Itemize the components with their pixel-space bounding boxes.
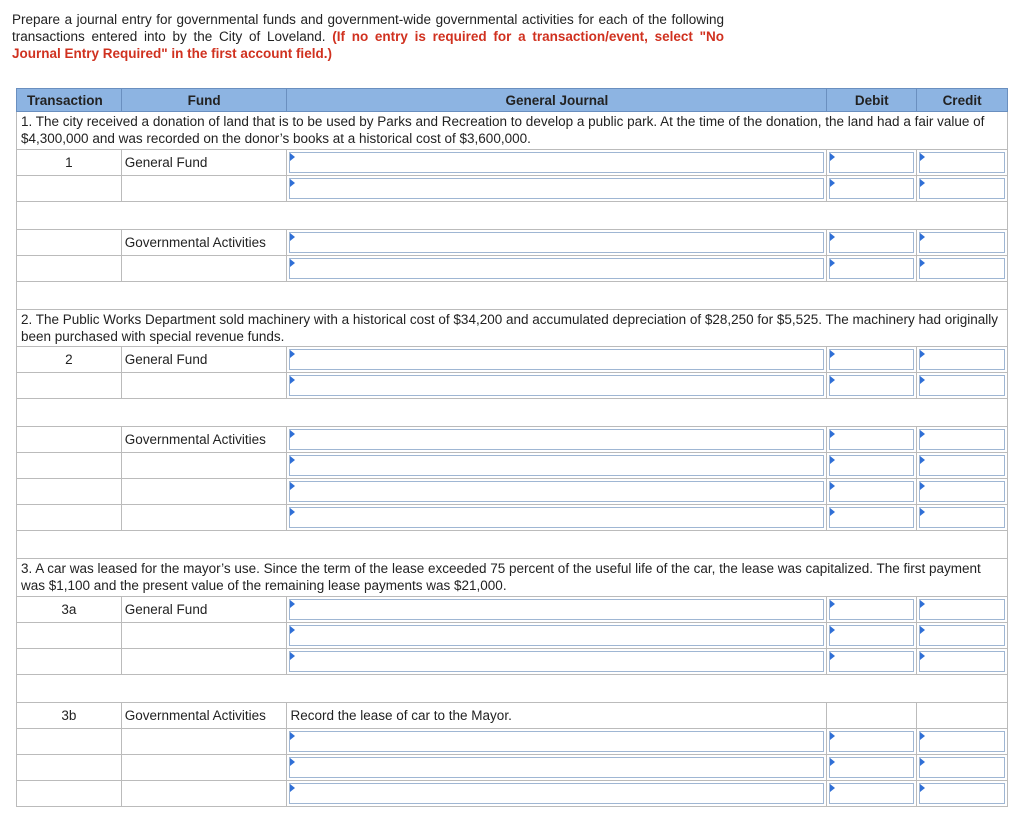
table-row [16, 256, 1008, 282]
credit-input[interactable] [919, 481, 1005, 502]
debit-input[interactable] [829, 507, 914, 528]
credit-input[interactable] [919, 455, 1005, 476]
account-select[interactable] [289, 625, 824, 646]
table-row [16, 755, 1008, 781]
account-select[interactable] [289, 507, 824, 528]
credit-input[interactable] [919, 757, 1005, 778]
header-fund: Fund [122, 89, 288, 111]
credit-input[interactable] [919, 375, 1005, 396]
debit-input[interactable] [829, 731, 914, 752]
account-select[interactable] [289, 232, 824, 253]
debit-input[interactable] [829, 651, 914, 672]
table-row [16, 505, 1008, 531]
account-select[interactable] [289, 258, 824, 279]
table-row [16, 479, 1008, 505]
account-select[interactable] [289, 731, 824, 752]
transaction-number: 1 [17, 150, 122, 175]
credit-input[interactable] [919, 507, 1005, 528]
header-credit: Credit [942, 92, 982, 108]
fund-label: General Fund [122, 597, 288, 622]
transaction-number: 2 [17, 347, 122, 372]
debit-input[interactable] [829, 481, 914, 502]
fund-label: General Fund [122, 150, 288, 175]
credit-input[interactable] [919, 178, 1005, 199]
header-debit: Debit [827, 89, 917, 111]
table-header [16, 88, 1008, 112]
debit-input[interactable] [829, 757, 914, 778]
table-row [16, 597, 1008, 623]
account-select[interactable] [289, 599, 824, 620]
instructions-note: (If no entry is required for a transaction/event, select "No Journal Entry Required" in the first account field.) [12, 29, 724, 61]
account-select[interactable] [289, 455, 824, 476]
credit-input[interactable] [919, 651, 1005, 672]
account-select[interactable] [289, 178, 824, 199]
debit-input[interactable] [829, 625, 914, 646]
spacer-row [16, 531, 1008, 559]
table-row [16, 453, 1008, 479]
table-row [16, 150, 1008, 176]
credit-input[interactable] [919, 599, 1005, 620]
header-general-journal: General Journal [287, 89, 827, 111]
table-row [16, 649, 1008, 675]
credit-input[interactable] [919, 152, 1005, 173]
account-cell [287, 150, 827, 175]
fund-label: General Fund [122, 347, 288, 372]
account-select[interactable] [289, 349, 824, 370]
credit-input[interactable] [919, 429, 1005, 450]
fund-label: Governmental Activities [122, 230, 288, 255]
transaction-number: 3a [17, 597, 122, 622]
credit-cell [917, 150, 1007, 175]
transaction-number: 3b [17, 703, 122, 728]
account-select[interactable] [289, 152, 824, 173]
spacer-row [16, 282, 1008, 310]
table-row [16, 703, 1008, 729]
debit-input[interactable] [829, 152, 914, 173]
spacer-row [16, 399, 1008, 427]
credit-input[interactable] [919, 349, 1005, 370]
account-select[interactable] [289, 651, 824, 672]
debit-input[interactable] [829, 429, 914, 450]
debit-input[interactable] [829, 232, 914, 253]
transaction-1-description: 1. The city received a donation of land that is to be used by Parks and Recreation to develop a public park. At the time of the donation, the land had a fair value of $4,300,000 and was recorded on the donor’s books at a historical cost of $3,600,000. [16, 112, 1008, 150]
credit-input[interactable] [919, 232, 1005, 253]
account-select[interactable] [289, 481, 824, 502]
transaction-3-description: 3. A car was leased for the mayor’s use. Since the term of the lease exceeded 75 percent of the useful life of the car, the lease was capitalized. The first payment was $1,100 and the present value of the remaining lease payments was $21,000. [16, 559, 1008, 597]
debit-input[interactable] [829, 375, 914, 396]
credit-input[interactable] [919, 731, 1005, 752]
transaction-2-description: 2. The Public Works Department sold machinery with a historical cost of $34,200 and accumulated depreciation of $28,250 for $5,525. The machinery had originally been purchased with special revenue funds. [16, 310, 1008, 347]
debit-cell [827, 150, 917, 175]
table-row [16, 230, 1008, 256]
fund-label: Governmental Activities [122, 427, 288, 452]
instructions [12, 11, 724, 62]
instructions-text: Prepare a journal entry for governmental funds and government-wide governmental activities for each of the following transactions entered into by the City of Loveland. [12, 12, 724, 44]
credit-input[interactable] [919, 783, 1005, 804]
debit-input[interactable] [829, 349, 914, 370]
header-transaction: Transaction [17, 89, 122, 111]
table-row [16, 427, 1008, 453]
account-select[interactable] [289, 757, 824, 778]
credit-input[interactable] [919, 625, 1005, 646]
debit-input[interactable] [829, 178, 914, 199]
account-select[interactable] [289, 783, 824, 804]
journal-note: Record the lease of car to the Mayor. [287, 703, 827, 728]
account-select[interactable] [289, 375, 824, 396]
debit-input[interactable] [829, 258, 914, 279]
fund-label: Governmental Activities [122, 703, 288, 728]
table-row [16, 623, 1008, 649]
table-row [16, 373, 1008, 399]
journal-table [16, 88, 1008, 807]
debit-input[interactable] [829, 599, 914, 620]
spacer-row [16, 675, 1008, 703]
table-row [16, 347, 1008, 373]
table-row [16, 781, 1008, 807]
account-select[interactable] [289, 429, 824, 450]
table-row [16, 729, 1008, 755]
debit-input[interactable] [829, 455, 914, 476]
credit-input[interactable] [919, 258, 1005, 279]
table-row [16, 176, 1008, 202]
spacer-row [16, 202, 1008, 230]
debit-input[interactable] [829, 783, 914, 804]
